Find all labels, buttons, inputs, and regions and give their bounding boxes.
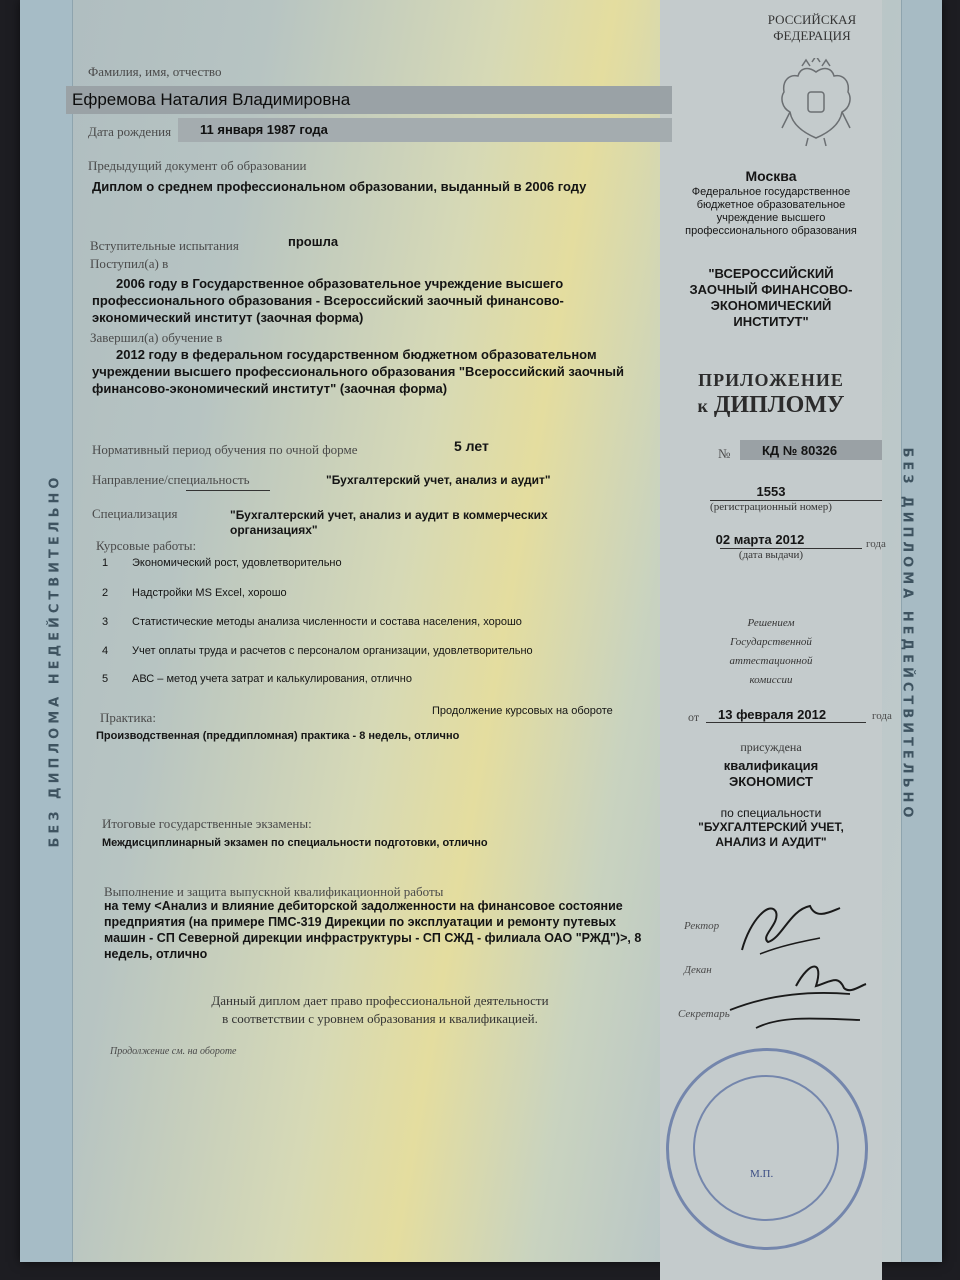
name-field [66,86,672,114]
entrance-label: Вступительные испытания [90,238,239,253]
qualification-value: ЭКОНОМИСТ [729,774,813,789]
coat-of-arms-icon [772,58,860,148]
qualification-label: квалификация [723,758,819,773]
official-seal [666,1048,868,1250]
issue-date: 02 марта 2012 [715,532,805,547]
institution-type: Федеральное государственное бюджетное образовательное учреждение высшего профессионального образования [685,186,857,237]
period-value: 5 лет [454,438,489,454]
full-name: Ефремова Наталия Владимировна [72,90,351,109]
completed-label: Завершил(а) обучение в [90,330,223,345]
dob-label: Дата рождения [88,124,172,139]
course-num: 4 [102,645,109,657]
coursework-label: Курсовые работы: [96,538,197,553]
specialization-label: Специализация [92,506,178,521]
course-item: Статистические методы анализа численности и состава населения, хорошо [132,616,522,628]
side-text-right: БЕЗ ДИПЛОМА НЕДЕЙСТВИТЕЛЬНО [899,447,915,822]
continued-note: Продолжение см. на обороте [110,1046,237,1057]
thesis-value: на тему <Анализ и влияние дебиторской задолженности на финансовое состояние предприятия (на примере ПМС-319 Дирекции по эксплуатации и ремонту путевых машин - СП Северной дирекции инфраструктуры - СП СЖД - филиала ОАО "РЖД")>, 8 недель, отлично [104,899,642,961]
course-item: Экономический рост, удовлетворительно [132,557,342,569]
institution-city: Москва [745,168,797,184]
practice-label: Практика: [100,710,156,725]
course-num: 3 [102,616,109,628]
decision-text: Решением Государственной аттестационной комиссии [729,617,813,686]
right-security-strip [901,0,942,1262]
completed-text: 2012 году в федеральном государственном бюджетном образовательном учреждении высшего профессионального образования "Всероссийский заочный финансово-экономический институт" (заочная форма) [92,347,625,396]
appendix-subtitle [660,392,882,419]
signatures-image [720,890,880,1040]
left-security-strip [20,0,73,1262]
appendix-title-word: ДИПЛОМУ [713,392,845,418]
appendix-prefix: к [697,396,708,416]
number-label: № [718,446,731,461]
specialization-value: "Бухгалтерский учет, анализ и аудит в коммерческих организациях" [230,508,548,537]
prev-doc-value: Диплом о среднем профессиональном образовании, выданный в 2006 году [92,179,587,194]
dob-value: 11 января 1987 года [200,122,328,137]
reg-label: (регистрационный номер) [710,501,832,513]
decision-from: от [688,710,700,724]
name-label: Фамилия, имя, отчество [88,64,222,79]
country-label: РОССИЙСКАЯ ФЕДЕРАЦИЯ [767,12,857,43]
reg-number: 1553 [756,484,786,499]
enrolled-label: Поступил(а) в [90,256,169,271]
seal-inner-ring [693,1075,839,1221]
exams-label: Итоговые государственные экзамены: [102,816,312,831]
direction-underline [186,490,270,491]
direction-value: "Бухгалтерский учет, анализ и аудит" [326,473,551,487]
period-label: Нормативный период обучения по очной форме [92,442,358,457]
course-item: Учет оплаты труда и расчетов с персоналом организации, удовлетворительно [132,645,533,657]
course-item: АВС – метод учета затрат и калькулирования, отлично [132,673,412,685]
secretary-label: Секретарь [678,1008,730,1020]
course-num: 1 [102,557,109,569]
coursework-continuation: Продолжение курсовых на обороте [432,705,613,717]
awarded-label: присуждена [740,740,802,754]
decision-date: 13 февраля 2012 [718,707,827,722]
dean-label: Декан [684,964,712,976]
course-num: 2 [102,587,109,599]
decision-suffix: года [872,710,892,722]
entrance-value: прошла [288,234,339,249]
practice-value: Производственная (преддипломная) практика - 8 недель, отлично [96,730,460,742]
decision-underline [706,722,866,723]
specialty-value: "БУХГАЛТЕРСКИЙ УЧЕТ, АНАЛИЗ И АУДИТ" [698,820,844,849]
course-item: Надстройки MS Excel, хорошо [132,587,287,599]
appendix-title: ПРИЛОЖЕНИЕ [698,370,844,390]
rector-label: Ректор [684,920,720,932]
course-num: 5 [102,673,109,685]
enrolled-text: 2006 году в Государственное образовательное учреждение высшего профессионального образования - Всероссийский заочный финансово-экономический институт (заочная форма) [92,276,564,325]
prev-doc-label: Предыдущий документ об образовании [88,158,307,173]
thesis-label: Выполнение и защита выпускной квалификационной работы [104,884,444,899]
issue-year-suffix: года [866,538,886,550]
side-text-left: БЕЗ ДИПЛОМА НЕДЕЙСТВИТЕЛЬНО [47,473,63,848]
specialty-label: по специальности [720,806,822,820]
issue-label: (дата выдачи) [738,549,804,561]
exams-value: Междисциплинарный экзамен по специальности подготовки, отлично [102,837,488,849]
appendix-number: КД № 80326 [762,443,838,458]
institution-name: "ВСЕРОССИЙСКИЙ ЗАОЧНЫЙ ФИНАНСОВО-ЭКОНОМИЧЕСКИЙ ИНСТИТУТ" [689,266,853,329]
rights-text: Данный диплом дает право профессиональной деятельности в соответствии с уровнем образования и квалификацией. [211,993,549,1026]
direction-label: Направление/специальность [92,472,250,487]
dob-field [178,118,672,142]
seal-label: М.П. [750,1168,774,1180]
